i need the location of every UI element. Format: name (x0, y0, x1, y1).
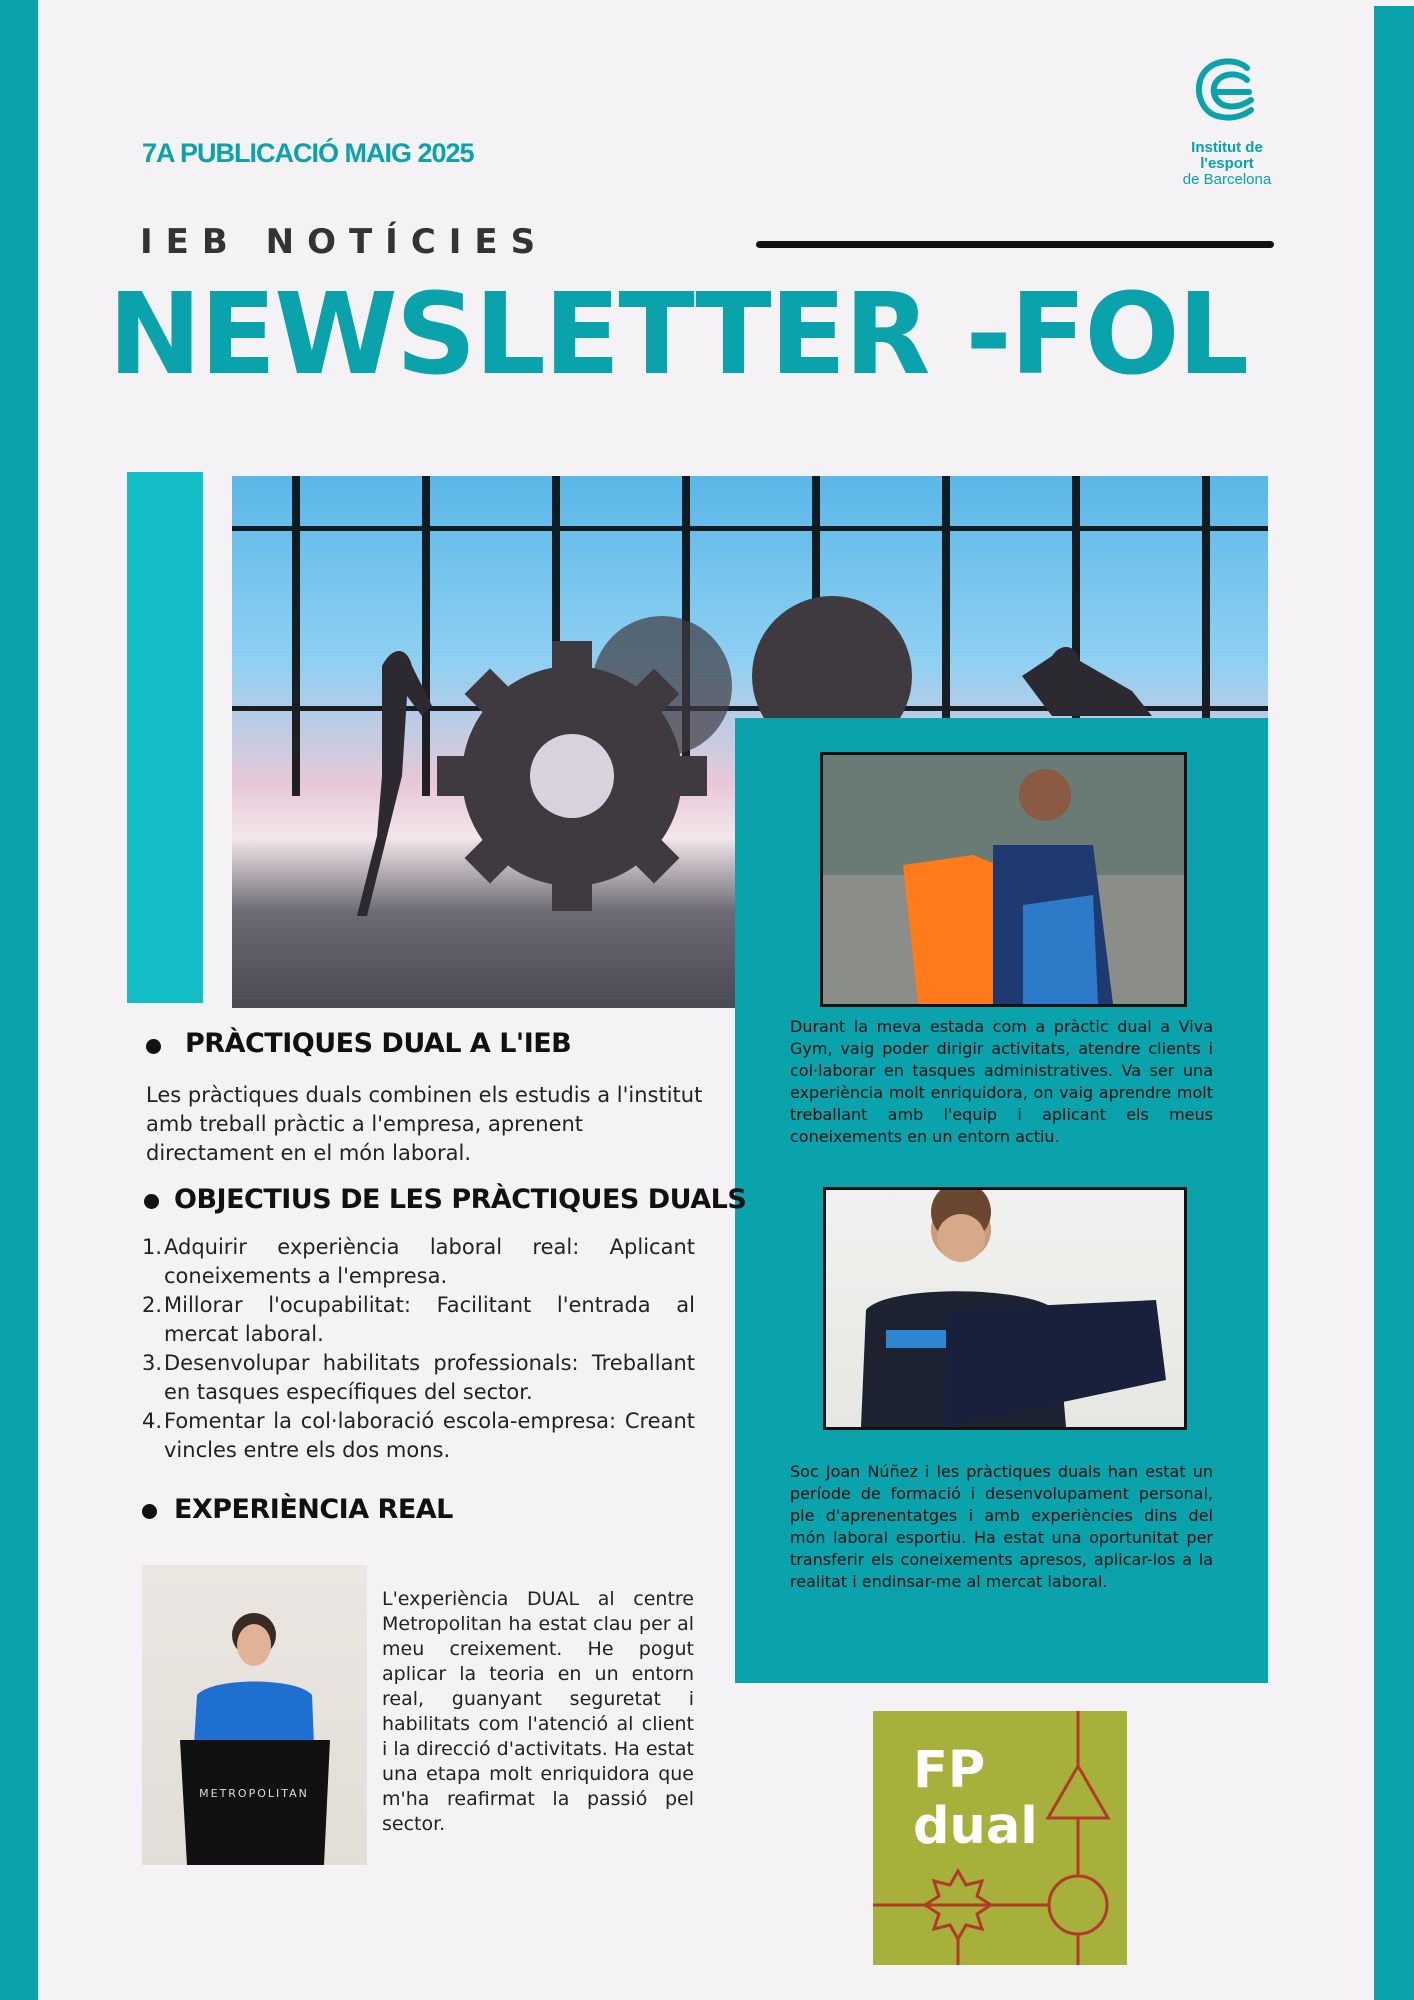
list-item: 3. Desenvolupar habilitats professionals: Treballant en tasques específiques del sector. (142, 1351, 695, 1404)
page-title: NEWSLETTER -FOL (108, 270, 1247, 400)
section1-text: Les pràctiques duals combinen els estudis a l'institut amb treball pràctic a l'empresa, aprenent directament en el món laboral. (146, 1083, 703, 1165)
list-item: 1. Adquirir experiència laboral real: Aplicant coneixements a l'empresa. (142, 1235, 695, 1288)
ieb-logo-icon (1187, 56, 1267, 138)
logo-line-3: de Barcelona (1182, 171, 1272, 188)
section3-heading: EXPERIÈNCIA REAL (174, 1494, 453, 1525)
shirt-label: METROPOLITAN (199, 1787, 309, 1800)
testimony-2: Soc Joan Núñez i les pràctiques duals han estat un període de formació i desenvolupament personal, ple d'aprenentatges i amb experiències dins del món laboral esportiu. Ha estat una oportunitat per transferir els coneixements apresos, aplicar-los a la realitat i endinsar-me al mercat laboral. (790, 1462, 1213, 1591)
testimony-1: Durant la meva estada com a pràctic dual a Viva Gym, vaig poder dirigir activitats, atendre clients i col·laborar en tasques administratives. Va ser una experiència molt enriquidora, on vaig aprendre molt treballant amb l'equip i aplicant els meus coneixements en un entorn actiu. (790, 1017, 1213, 1146)
student-photo-joan (823, 1187, 1187, 1430)
objectives-list (142, 1233, 695, 1465)
accent-bar (127, 472, 203, 1003)
student-photo-vivagym (820, 752, 1187, 1007)
section3-text: L'experiència DUAL al centre Metropolitan ha estat clau per al meu creixement. He pogut aplicar la teoria en un entorn real, guanyant seguretat i habilitats com l'atenció al client i la direcció d'activitats. Ha estat una etapa molt enriquidora que m'ha reafirmat la passió pel sector. (382, 1588, 694, 1835)
publication-date: 7A PUBLICACIÓ MAIG 2025 (142, 138, 474, 168)
section1-heading: PRÀCTIQUES DUAL A L'IEB (185, 1028, 572, 1059)
section2-heading: OBJECTIUS DE LES PRÀCTIQUES DUALS (174, 1184, 747, 1215)
list-item: 4. Fomentar la col·laboració escola-empresa: Creant vincles entre els dos mons. (142, 1409, 695, 1462)
left-edge-bar (0, 0, 38, 2000)
logo-line-1: Institut de (1191, 139, 1263, 156)
fp-dual-text (913, 1743, 1038, 1855)
ieb-logo (1160, 56, 1294, 188)
logo-line-2: l'esport (1200, 155, 1254, 172)
student-photo-metropolitan (142, 1565, 367, 1865)
list-item: 2. Millorar l'ocupabilitat: Facilitant l'entrada al mercat laboral. (142, 1293, 695, 1346)
right-edge-bar (1374, 6, 1414, 2000)
section2-bullet (144, 1194, 159, 1209)
section3-bullet (142, 1504, 157, 1519)
section1-bullet (146, 1039, 161, 1054)
header-rule (756, 241, 1274, 248)
fp-line-1: FP (913, 1741, 986, 1800)
fp-line-2: dual (913, 1797, 1038, 1856)
section-kicker: IEB NOTÍCIES (140, 222, 549, 262)
